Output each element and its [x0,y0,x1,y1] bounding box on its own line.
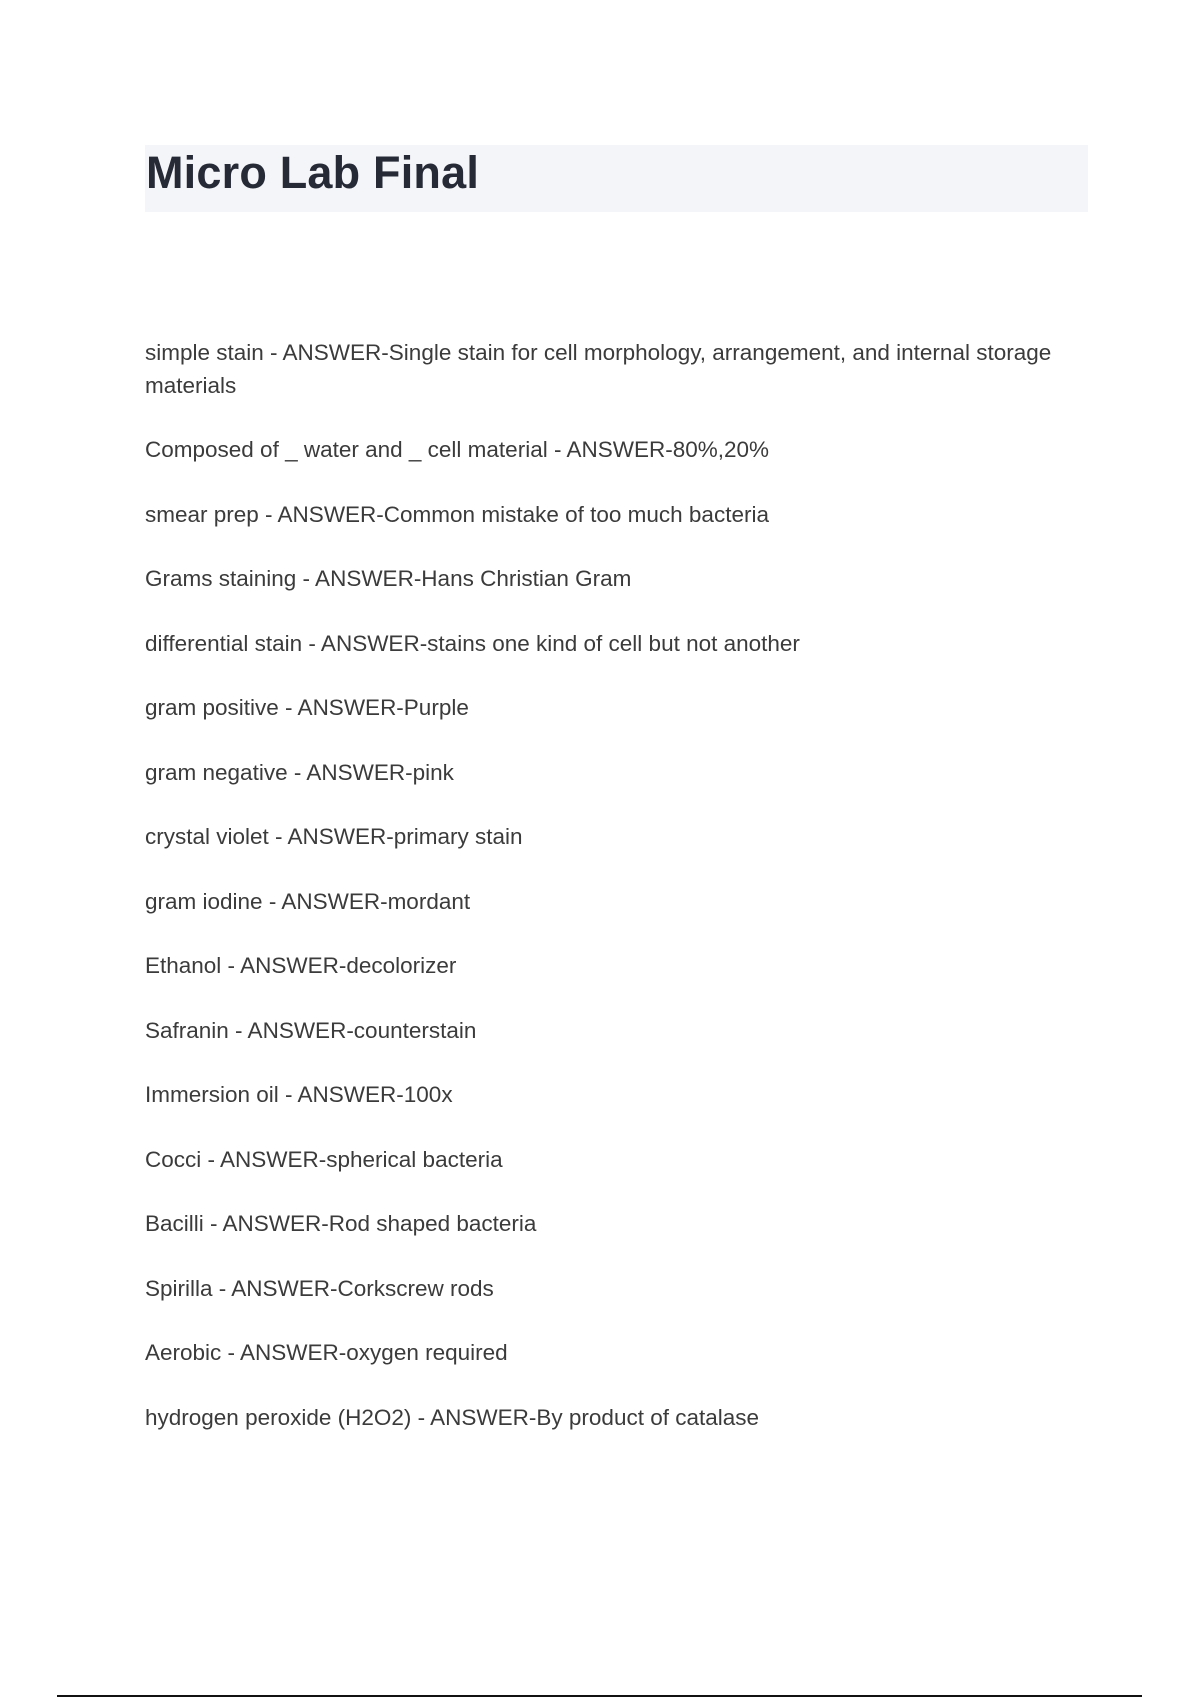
qa-item: Composed of _ water and _ cell material - ANSWER-80%,20% [145,437,770,462]
qa-item: Cocci - ANSWER-spherical bacteria [145,1146,503,1172]
qa-item: gram positive - ANSWER-Purple [145,695,469,720]
qa-item: Bacilli - ANSWER-Rod shaped bacteria [145,1211,537,1236]
qa-item: Safranin - ANSWER-counterstain [145,1017,477,1043]
qa-item: Ethanol - ANSWER-decolorizer [145,953,457,978]
qa-item: Spirilla - ANSWER-Corkscrew rods [145,1275,494,1301]
qa-item: simple stain - ANSWER-Single stain for cell morphology, arrangement, and internal storage materials [145,340,1052,398]
qa-item: hydrogen peroxide (H2O2) - ANSWER-By product of catalase [145,1404,760,1430]
qa-item: gram iodine - ANSWER-mordant [145,888,471,914]
qa-item: Grams staining - ANSWER-Hans Christian Gram [145,566,632,591]
page-title: Micro Lab Final [146,147,480,198]
qa-item: crystal violet - ANSWER-primary stain [145,824,523,849]
footer-rule [57,1695,1142,1697]
qa-item: gram negative - ANSWER-pink [145,759,454,785]
qa-list [145,337,1065,1466]
qa-item: Aerobic - ANSWER-oxygen required [145,1340,508,1365]
qa-item: smear prep - ANSWER-Common mistake of too much bacteria [145,501,769,527]
qa-item: differential stain - ANSWER-stains one kind of cell but not another [145,630,800,656]
qa-item: Immersion oil - ANSWER-100x [145,1082,453,1107]
